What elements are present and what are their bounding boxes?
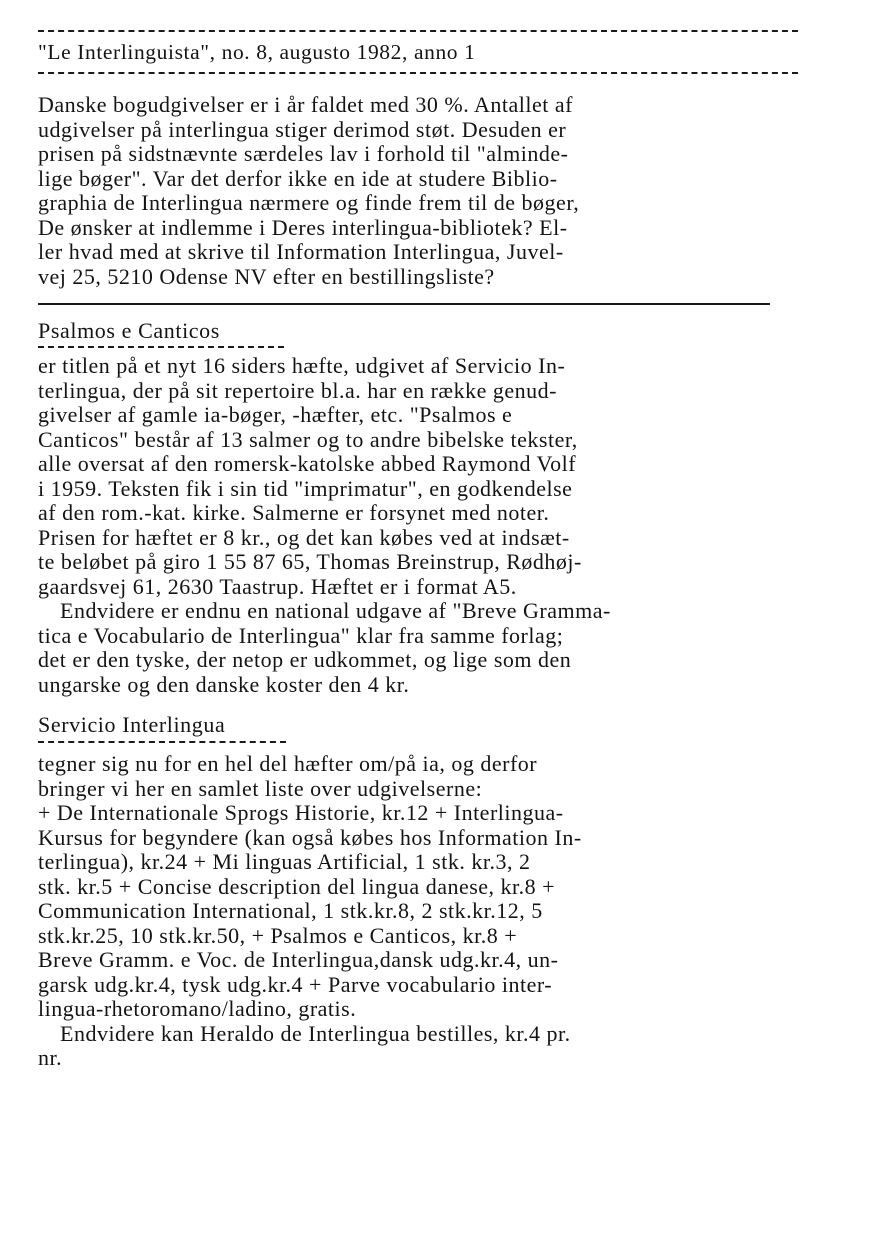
body-line: terlingua), kr.24 + Mi linguas Artificial, 1 stk. kr.3, 2 bbox=[38, 849, 531, 874]
heading-underline bbox=[38, 741, 286, 743]
body-line: lingua-rhetoromano/ladino, gratis. bbox=[38, 996, 357, 1021]
body-line: terlingua, der på sit repertoire bl.a. har en række genud- bbox=[38, 377, 557, 403]
intro-line: lige bøger". Var det derfor ikke en ide at studere Biblio- bbox=[38, 165, 558, 191]
intro-line: graphia de Interlingua nærmere og finde frem til de bøger, bbox=[38, 190, 580, 215]
intro-line: prisen på sidstnævnte særdeles lav i forhold til "alminde- bbox=[38, 141, 569, 166]
body-line: ungarske og den danske koster den 4 kr. bbox=[38, 671, 410, 697]
body-line: nr. bbox=[38, 1045, 63, 1070]
heading-underline bbox=[38, 346, 284, 348]
body-line: tegner sig nu for en hel del hæfter om/på ia, og derfor bbox=[38, 751, 538, 776]
body-line: Prisen for hæftet er 8 kr., og det kan købes ved at indsæt- bbox=[38, 524, 570, 550]
newsletter-header: "Le Interlinguista", no. 8, augusto 1982, anno 1 bbox=[38, 40, 476, 64]
body-line: Endvidere kan Heraldo de Interlingua bestilles, kr.4 pr. bbox=[60, 1020, 571, 1046]
intro-line: udgivelser på interlingua stiger derimod støt. Desuden er bbox=[38, 116, 567, 142]
intro-line: ler hvad med at skrive til Information Interlingua, Juvel- bbox=[38, 239, 564, 264]
body-line: Breve Gramm. e Voc. de Interlingua,dansk udg.kr.4, un- bbox=[38, 947, 559, 972]
body-line: alle oversat af den romersk-katolske abbed Raymond Volf bbox=[38, 451, 577, 476]
body-line: er titlen på et nyt 16 siders hæfte, udgivet af Servicio In- bbox=[38, 353, 566, 378]
body-line: stk.kr.25, 10 stk.kr.50, + Psalmos e Canticos, kr.8 + bbox=[38, 922, 518, 948]
body-line: Endvidere er endnu en national udgave af "Breve Gramma- bbox=[60, 598, 611, 623]
intro-paragraph bbox=[38, 93, 838, 289]
body-line: gaardsvej 61, 2630 Taastrup. Hæftet er i format A5. bbox=[38, 573, 517, 599]
section-divider bbox=[38, 303, 770, 305]
body-line: te beløbet på giro 1 55 87 65, Thomas Breinstrup, Rødhøj- bbox=[38, 549, 582, 574]
body-line: + De Internationale Sprogs Historie, kr.12 + Interlingua- bbox=[38, 800, 564, 825]
body-line: af den rom.-kat. kirke. Salmerne er forsynet med noter. bbox=[38, 500, 550, 525]
body-line: Canticos" består af 13 salmer og to andre bibelske tekster, bbox=[38, 426, 578, 452]
body-line: garsk udg.kr.4, tysk udg.kr.4 + Parve vocabulario inter- bbox=[38, 971, 553, 997]
intro-line: De ønsker at indlemme i Deres interlingua-bibliotek? El- bbox=[38, 214, 568, 240]
body-line: det er den tyske, der netop er udkommet, og lige som den bbox=[38, 647, 572, 672]
section-heading-servicio: Servicio Interlingua bbox=[38, 712, 226, 737]
psalmos-paragraph bbox=[38, 354, 838, 697]
section-heading-psalmos: Psalmos e Canticos bbox=[38, 318, 220, 343]
intro-line: vej 25, 5210 Odense NV efter en bestillingsliste? bbox=[38, 263, 495, 289]
intro-line: Danske bogudgivelser er i år faldet med 30 %. Antallet af bbox=[38, 92, 573, 117]
body-line: tica e Vocabulario de Interlingua" klar fra samme forlag; bbox=[38, 622, 564, 648]
body-line: Kursus for begyndere (kan også købes hos Information In- bbox=[38, 824, 582, 850]
header-top-rule bbox=[38, 30, 798, 32]
body-line: bringer vi her en samlet liste over udgivelserne: bbox=[38, 775, 483, 801]
header-bottom-rule bbox=[38, 72, 798, 74]
body-line: i 1959. Teksten fik i sin tid "imprimatur", en godkendelse bbox=[38, 475, 573, 501]
body-line: Communication International, 1 stk.kr.8, 2 stk.kr.12, 5 bbox=[38, 898, 543, 923]
body-line: stk. kr.5 + Concise description del lingua danese, kr.8 + bbox=[38, 873, 556, 899]
body-line: givelser af gamle ia-bøger, -hæfter, etc. "Psalmos e bbox=[38, 402, 513, 427]
servicio-paragraph bbox=[38, 752, 838, 1071]
